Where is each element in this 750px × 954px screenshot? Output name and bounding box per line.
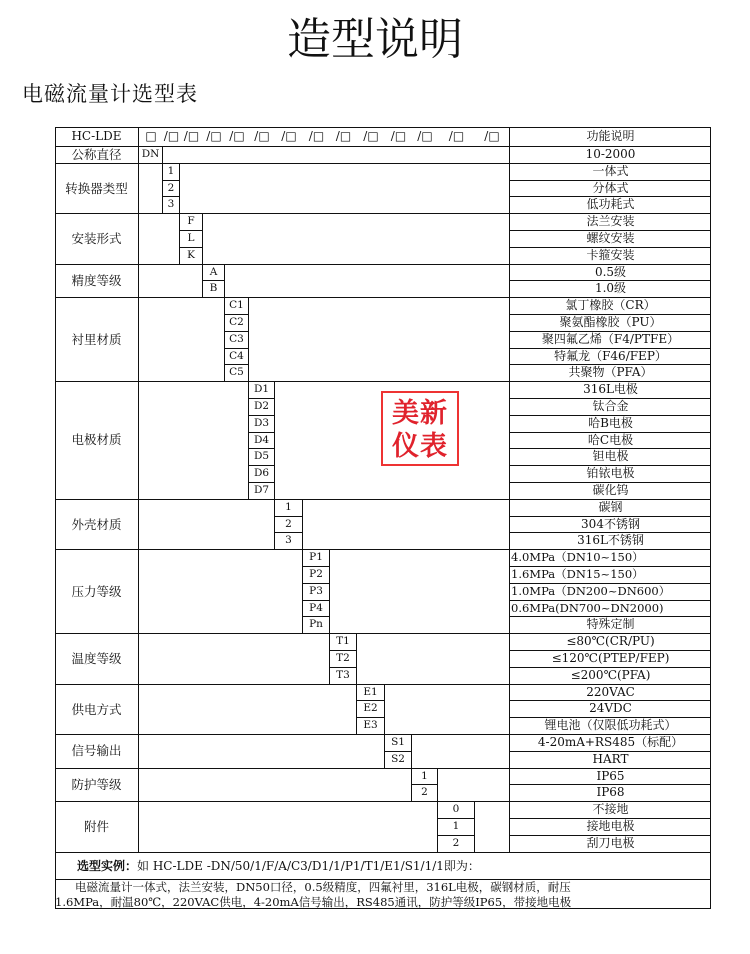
- header-code-cell: /□: [275, 127, 303, 147]
- option-description: 1.6MPa（DN15~150）: [509, 567, 711, 584]
- option-code: A: [203, 265, 225, 282]
- option-code: 1: [275, 500, 303, 517]
- header-code-cell: /□: [357, 127, 385, 147]
- option-description: 碳化钨: [509, 483, 711, 500]
- empty-cell: [139, 685, 357, 735]
- option-code: S2: [385, 752, 412, 769]
- empty-cell: [139, 298, 225, 382]
- category-name: 压力等级: [55, 550, 139, 634]
- option-description: 哈B电极: [509, 416, 711, 433]
- table-title: 电磁流量计选型表: [22, 82, 198, 106]
- option-code: E1: [357, 685, 385, 702]
- option-description: 0.6MPa(DN700~DN2000): [509, 601, 711, 618]
- category-name: 安装形式: [55, 214, 139, 264]
- option-code: C2: [225, 315, 249, 332]
- option-description: 1.0MPa（DN200~DN600）: [509, 584, 711, 601]
- empty-cell: [303, 500, 509, 550]
- empty-cell: [139, 164, 163, 214]
- option-description: ≤200℃(PFA): [509, 668, 711, 685]
- header-code-cell: /□: [412, 127, 438, 147]
- option-description: 锂电池（仅限低功耗式）: [509, 718, 711, 735]
- empty-cell: [139, 550, 303, 634]
- option-description: 聚氨酯橡胶（PU）: [509, 315, 711, 332]
- empty-cell: [385, 685, 509, 735]
- option-description: 碳钢: [509, 500, 711, 517]
- option-code: C3: [225, 332, 249, 349]
- watermark-line: 美新: [392, 398, 448, 429]
- explanation-line: 电磁流量计一体式，法兰安装，DN50口径，0.5级精度，四氟衬里，316L电极，碳钢材质，耐压: [75, 880, 571, 894]
- option-code: D6: [249, 466, 275, 483]
- option-code: 1: [163, 164, 180, 181]
- option-description: 钽电极: [509, 449, 711, 466]
- option-code: 1: [438, 819, 475, 836]
- option-code: S1: [385, 735, 412, 752]
- option-description: ≤80℃(CR/PU): [509, 634, 711, 651]
- option-description: 316L不锈钢: [509, 533, 711, 550]
- empty-cell: [139, 382, 249, 500]
- option-code: P1: [303, 550, 330, 567]
- empty-cell: [139, 769, 412, 803]
- option-description: IP65: [509, 769, 711, 786]
- option-description: HART: [509, 752, 711, 769]
- category-name: 防护等级: [55, 769, 139, 803]
- option-code: 3: [275, 533, 303, 550]
- option-code: F: [180, 214, 203, 231]
- empty-cell: [163, 147, 509, 164]
- empty-cell: [203, 214, 509, 264]
- empty-cell: [139, 735, 385, 769]
- selection-example: [55, 852, 711, 879]
- option-code: E2: [357, 701, 385, 718]
- header-code-cell: /□: [438, 127, 475, 147]
- empty-cell: [139, 265, 203, 299]
- category-name: 温度等级: [55, 634, 139, 684]
- option-description: 聚四氟乙烯（F4/PTFE）: [509, 332, 711, 349]
- empty-cell: [139, 500, 275, 550]
- option-code: C4: [225, 349, 249, 366]
- option-code: 3: [163, 197, 180, 214]
- category-name: 附件: [55, 802, 139, 852]
- empty-cell: [139, 802, 438, 852]
- option-description: 刮刀电极: [509, 836, 711, 853]
- category-name: 信号输出: [55, 735, 139, 769]
- option-code: D4: [249, 433, 275, 450]
- empty-cell: [412, 735, 509, 769]
- option-code: P3: [303, 584, 330, 601]
- option-description: 特殊定制: [509, 617, 711, 634]
- option-code: C5: [225, 365, 249, 382]
- option-code: 2: [163, 181, 180, 198]
- option-description: 24VDC: [509, 701, 711, 718]
- option-code: T1: [330, 634, 357, 651]
- empty-cell: [438, 769, 509, 803]
- empty-cell: [225, 265, 509, 299]
- option-description: 304不锈钢: [509, 517, 711, 534]
- option-description: 共聚物（PFA）: [509, 365, 711, 382]
- option-code: D2: [249, 399, 275, 416]
- empty-cell: [139, 634, 330, 684]
- category-name: 外壳材质: [55, 500, 139, 550]
- option-code: P2: [303, 567, 330, 584]
- category-name: 精度等级: [55, 265, 139, 299]
- option-description: 钛合金: [509, 399, 711, 416]
- option-code: E3: [357, 718, 385, 735]
- explanation-line: 1.6MPa，耐温80℃，220VAC供电，4-20mA信号输出，RS485通讯，防护等级IP65，带接地电极: [55, 895, 572, 909]
- option-description: 铂铱电极: [509, 466, 711, 483]
- header-code-cell: /□: [180, 127, 203, 147]
- option-code: D5: [249, 449, 275, 466]
- option-code: P4: [303, 601, 330, 618]
- page-title: 造型说明: [287, 14, 463, 65]
- option-description: 低功耗式: [509, 197, 711, 214]
- function-description-column: [509, 127, 711, 852]
- option-description: IP68: [509, 785, 711, 802]
- option-code: 2: [438, 836, 475, 853]
- option-description: 316L电极: [509, 382, 711, 399]
- empty-cell: [249, 298, 509, 382]
- example-text: 如 HC-LDE -DN/50/1/F/A/C3/D1/1/P1/T1/E1/S1/1/1即为：: [137, 859, 480, 873]
- header-function: 功能说明: [509, 127, 711, 147]
- option-description: 4-20mA+RS485（标配）: [509, 735, 711, 752]
- option-code: DN: [139, 147, 163, 164]
- header-code-cell: /□: [249, 127, 275, 147]
- option-description: 螺纹安装: [509, 231, 711, 248]
- empty-cell: [180, 164, 509, 214]
- option-code: 1: [412, 769, 438, 786]
- empty-cell: [357, 634, 509, 684]
- option-description: 特氟龙（F46/FEP）: [509, 349, 711, 366]
- option-description: 220VAC: [509, 685, 711, 702]
- empty-cell: [330, 550, 509, 634]
- option-code: K: [180, 248, 203, 265]
- category-name: 转换器类型: [55, 164, 139, 214]
- header-code-cell: /□: [330, 127, 357, 147]
- option-description: 卡箍安装: [509, 248, 711, 265]
- selection-table: [55, 127, 509, 852]
- example-explanation: [55, 879, 711, 909]
- example-label: 选型实例：: [77, 859, 138, 873]
- watermark-stamp: [381, 391, 459, 466]
- option-description: 4.0MPa（DN10~150）: [509, 550, 711, 567]
- option-code: 2: [275, 517, 303, 534]
- watermark-line: 仪表: [392, 431, 448, 462]
- option-description: 不接地: [509, 802, 711, 819]
- option-description: 1.0级: [509, 281, 711, 298]
- option-code: C1: [225, 298, 249, 315]
- header-code-cell: □: [139, 127, 163, 147]
- option-code: 2: [412, 785, 438, 802]
- header-code-cell: /□: [203, 127, 225, 147]
- option-description: 氯丁橡胶（CR）: [509, 298, 711, 315]
- option-code: B: [203, 281, 225, 298]
- option-description: 法兰安装: [509, 214, 711, 231]
- empty-cell: [475, 802, 509, 852]
- category-name: 电极材质: [55, 382, 139, 500]
- option-description: 10-2000: [509, 147, 711, 164]
- option-code: D7: [249, 483, 275, 500]
- header-model: HC-LDE: [55, 127, 139, 147]
- empty-cell: [139, 214, 180, 264]
- option-code: Pn: [303, 617, 330, 634]
- header-code-cell: /□: [225, 127, 249, 147]
- header-code-cell: /□: [475, 127, 509, 147]
- category-name: 衬里材质: [55, 298, 139, 382]
- option-description: 0.5级: [509, 265, 711, 282]
- option-code: D1: [249, 382, 275, 399]
- option-code: L: [180, 231, 203, 248]
- option-code: T3: [330, 668, 357, 685]
- option-description: 哈C电极: [509, 433, 711, 450]
- header-code-cell: /□: [385, 127, 412, 147]
- header-code-cell: /□: [163, 127, 180, 147]
- option-code: D3: [249, 416, 275, 433]
- option-description: 一体式: [509, 164, 711, 181]
- option-description: ≤120℃(PTEP/FEP): [509, 651, 711, 668]
- option-description: 分体式: [509, 181, 711, 198]
- header-code-cell: /□: [303, 127, 330, 147]
- option-description: 接地电极: [509, 819, 711, 836]
- category-name: 公称直径: [55, 147, 139, 164]
- option-code: 0: [438, 802, 475, 819]
- option-code: T2: [330, 651, 357, 668]
- category-name: 供电方式: [55, 685, 139, 735]
